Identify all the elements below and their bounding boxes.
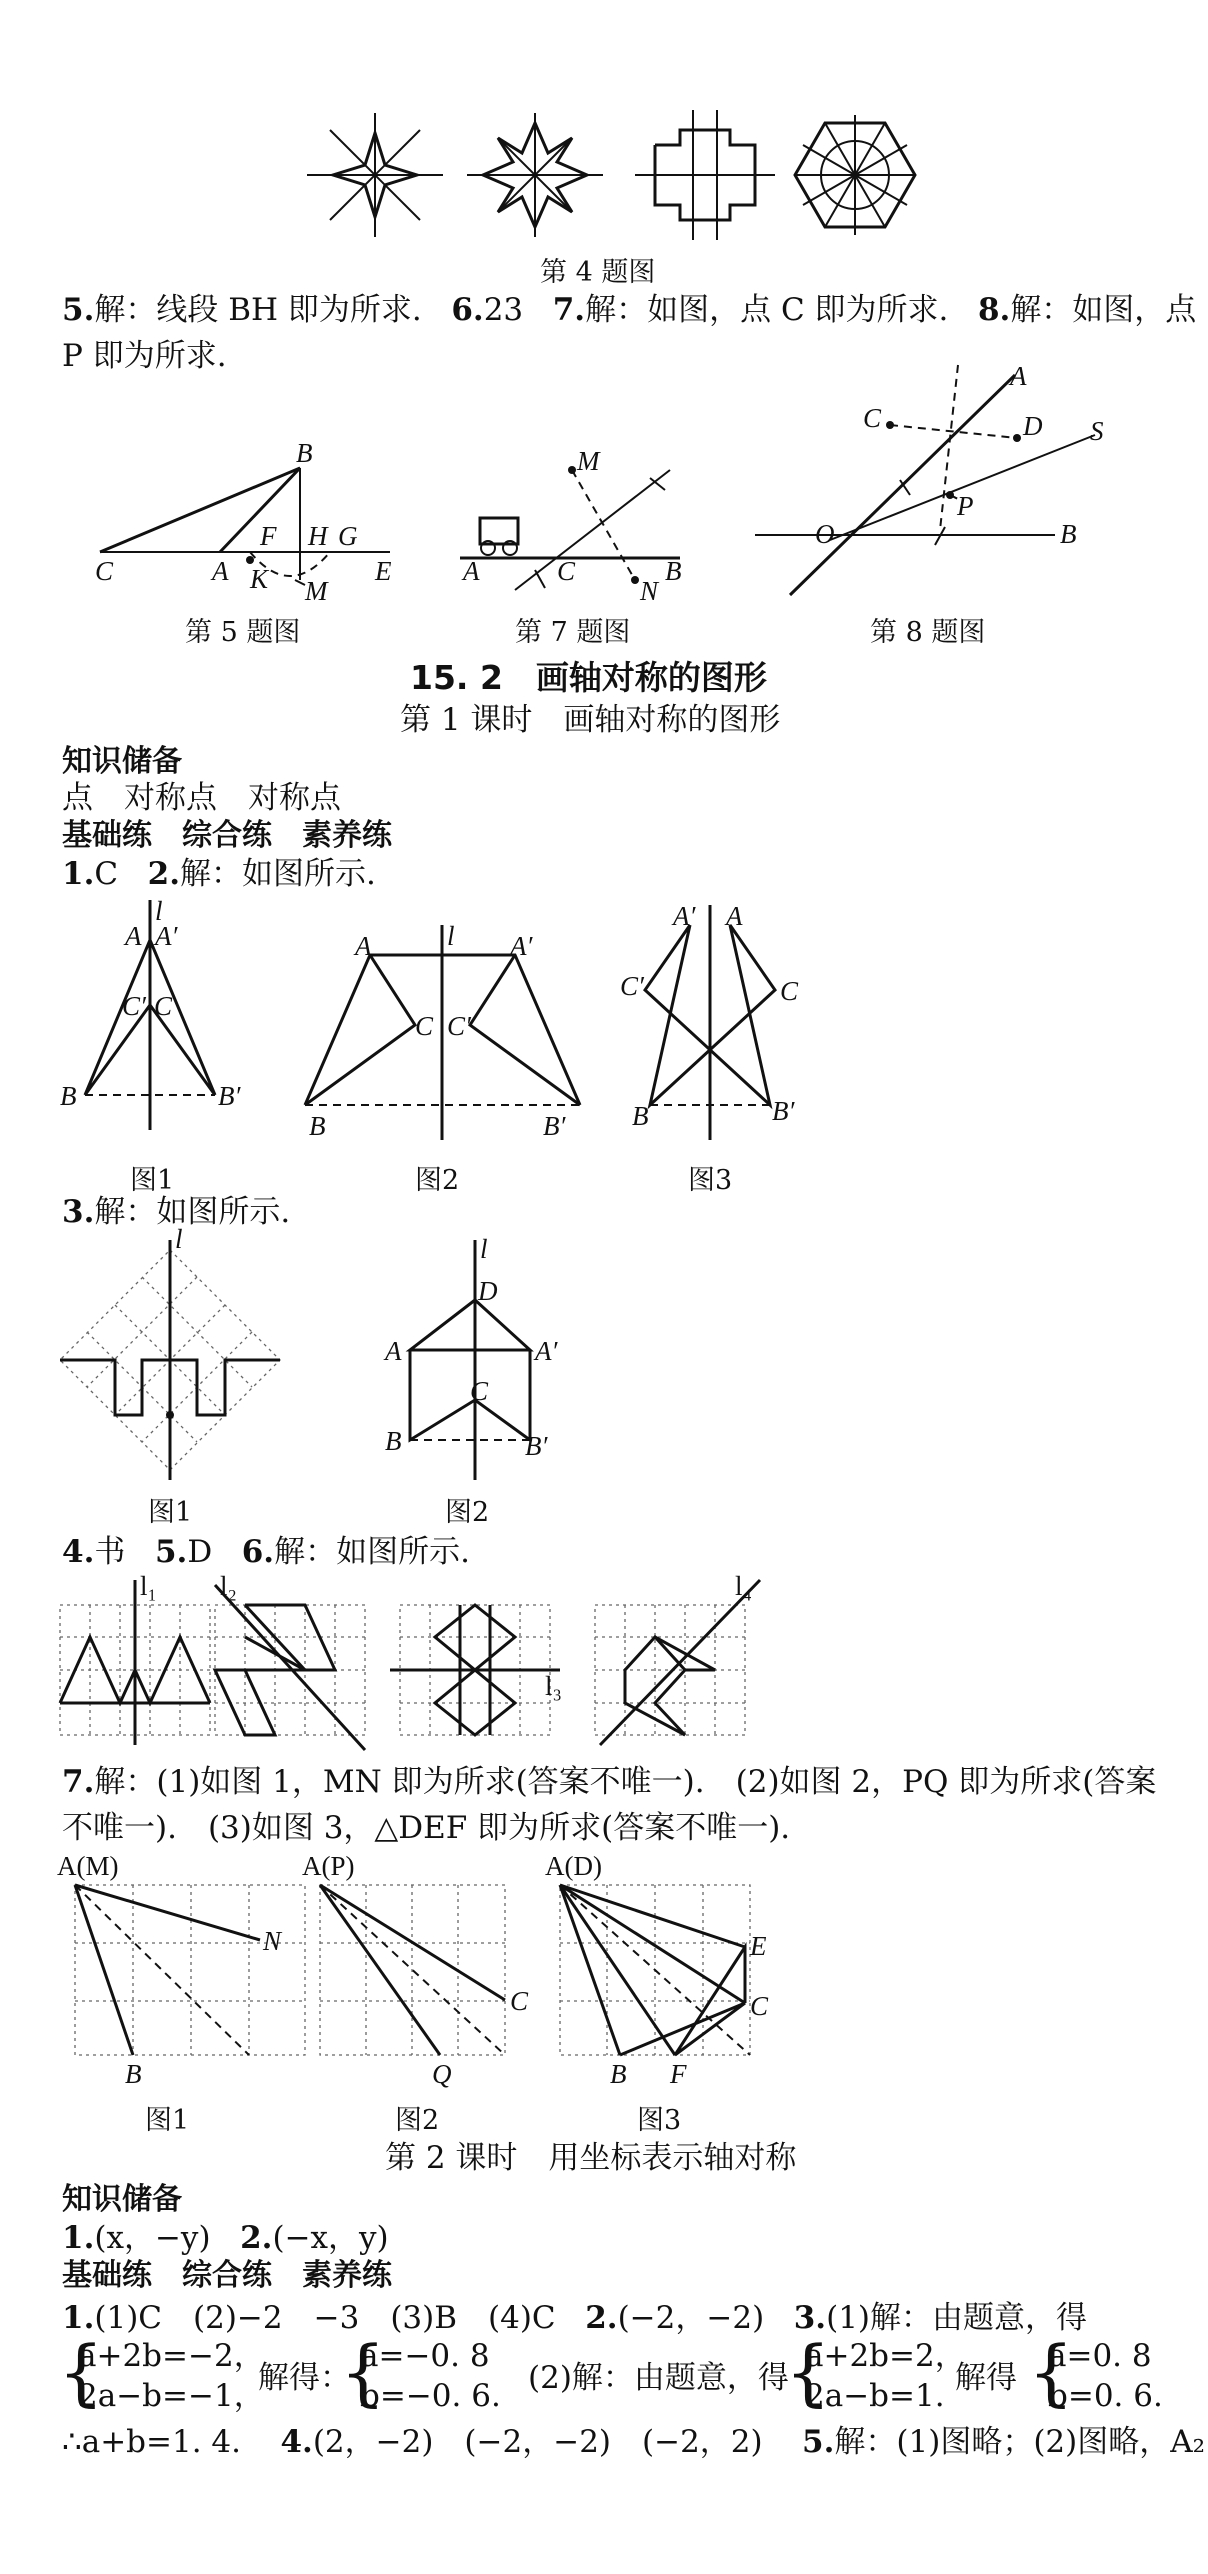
t7-caption-1: 图1 (145, 2105, 190, 2136)
label-q5-0: B (296, 438, 313, 468)
label-q8-3: S (1090, 416, 1104, 446)
solution-2-a: a=0. 8 (1048, 2338, 1152, 2374)
zhishi-heading: 知识储备 (62, 744, 182, 779)
label-t3f2-5: B (385, 1426, 402, 1456)
label-t3f2-1: D (478, 1276, 498, 1306)
p5-answer: D (187, 1534, 213, 1570)
l2q2-answer: (−2，−2) (617, 2300, 765, 2336)
label-q5-2: A (212, 556, 229, 586)
label-q8-4: O (815, 519, 835, 549)
q4-figures (300, 110, 920, 260)
answer-line-7b: 不唯一). (3)如图 3，△DEF 即为所求(答案不唯一). (62, 1810, 791, 1846)
t2-caption-3: 图3 (688, 1165, 733, 1196)
p3-num: 3. (62, 1194, 95, 1230)
p2-answer: 解：如图所示. (180, 856, 376, 892)
q7-caption: 第 7 题图 (515, 617, 631, 648)
p1-answer: C (94, 856, 119, 892)
label-t2f3-1: A (726, 901, 743, 931)
answer-line-7a (62, 1760, 1156, 1804)
z2-num: 2. (240, 2220, 273, 2256)
system-2 (805, 2336, 966, 2416)
p4-num: 4. (62, 1534, 95, 1570)
t7-caption-3: 图3 (637, 2105, 682, 2136)
q5-answer: 解：线段 BH 即为所求. (94, 292, 422, 328)
label-t2f1-0: l (155, 896, 163, 926)
label-t2f1-2: A′ (155, 921, 178, 951)
answer-line-5-8 (62, 288, 1196, 332)
q7-figure (455, 440, 695, 610)
label-t3f2-6: B′ (525, 1431, 548, 1461)
solution-1 (360, 2336, 501, 2416)
solution-1-a: a=−0. 8 (360, 2338, 490, 2374)
system-1-eq1: a+2b=−2， (78, 2338, 265, 2374)
label-t2f1-1: A (125, 921, 142, 951)
q5-figure (90, 440, 420, 610)
l2q4-num: 4. (280, 2424, 313, 2460)
label-q8-1: C (863, 403, 882, 433)
answer-line-l2-1 (62, 2296, 1087, 2340)
label-q7-0: M (577, 446, 600, 476)
label-q7-1: A (463, 556, 480, 586)
label-t3f2-0: l (480, 1234, 488, 1264)
zhishi-answer: 点 对称点 对称点 (62, 780, 341, 816)
z1-num: 1. (62, 2220, 95, 2256)
t7-caption-2: 图2 (395, 2105, 440, 2136)
label-t2f2-1: l (447, 921, 455, 951)
jiede-2: 解得 (955, 2360, 1017, 2396)
label-q8-2: D (1023, 411, 1043, 441)
p5-num: 5. (154, 1534, 188, 1570)
q2-figure-1 (60, 895, 270, 1165)
p6-answer: 解：如图所示. (274, 1534, 470, 1570)
l2q5-answer: 解：(1)图略；(2)图略，A₂ (834, 2424, 1206, 2460)
label-t3f2-4: C (470, 1376, 489, 1406)
answer-line-2: P 即为所求. (62, 338, 227, 374)
practice-heading: 基础练 综合练 素养练 (62, 818, 392, 853)
answer-line-1-2 (62, 852, 376, 896)
label-t7f3-2: C (750, 1991, 769, 2021)
label-t2f3-3: C (780, 976, 799, 1006)
part2-text: (2)解：由题意，得 (528, 2360, 789, 2396)
q5-num: 5. (62, 292, 95, 328)
p7-num: 7. (62, 1764, 95, 1800)
label-t6-3: l₄ (735, 1571, 752, 1601)
t3-caption-1: 图1 (148, 1497, 193, 1528)
p1-num: 1. (62, 856, 95, 892)
label-t7f2-1: C (510, 1986, 529, 2016)
label-t3f1-l: l (175, 1224, 183, 1254)
label-q7-3: B (665, 556, 682, 586)
system-1 (78, 2336, 265, 2416)
q2-figure-3 (620, 901, 820, 1160)
label-t7f3-0: A(D) (545, 1851, 602, 1881)
l2q5-num: 5. (802, 2424, 835, 2460)
q7-figure-1 (55, 1851, 315, 2090)
label-t6-0: l₁ (140, 1571, 157, 1601)
t2-caption-1: 图1 (130, 1165, 175, 1196)
t2-caption-2: 图2 (415, 1165, 460, 1196)
label-t7f1-1: N (263, 1926, 282, 1956)
label-t3f2-2: A (385, 1336, 402, 1366)
label-q5-1: C (95, 556, 114, 586)
label-q7-2: C (557, 556, 576, 586)
label-t3f2-3: A′ (535, 1336, 558, 1366)
label-t2f1-4: C (154, 991, 173, 1021)
p6-num: 6. (241, 1534, 275, 1570)
label-t2f3-0: A′ (673, 901, 696, 931)
solution-2-b: b=0. 6. (1048, 2378, 1163, 2414)
q3-figure-1 (55, 1224, 290, 1495)
label-q5-7: M (305, 576, 328, 606)
practice2-heading: 基础练 综合练 素养练 (62, 2258, 392, 2293)
label-t2f2-0: A (355, 931, 372, 961)
zhishi2-heading: 知识储备 (62, 2182, 182, 2217)
q7-figure-3 (545, 1851, 790, 2090)
lesson2-title: 第 2 课时 用坐标表示轴对称 (385, 2140, 797, 2176)
label-t7f1-2: B (125, 2059, 142, 2089)
label-t7f3-4: F (670, 2059, 687, 2089)
answer-line-4-6 (62, 1530, 470, 1574)
brace-2: { (340, 2330, 386, 2414)
l2q1-num: 1. (62, 2300, 95, 2336)
label-t2f1-3: C′ (122, 991, 146, 1021)
label-t7f2-0: A(P) (302, 1851, 355, 1881)
q6-grids (55, 1571, 765, 1750)
jiede-1: 解得： (258, 2360, 351, 2396)
system-1-eq2: 2a−b=−1， (78, 2378, 265, 2414)
z2-answer: (−x，y) (272, 2220, 389, 2256)
q7-num: 7. (552, 292, 586, 328)
label-t2f2-5: B (309, 1111, 326, 1141)
label-t7f3-1: E (750, 1931, 767, 1961)
label-q8-5: P (957, 491, 974, 521)
q8-answer: 解：如图，点 (1010, 292, 1197, 328)
label-t2f3-5: B′ (772, 1096, 795, 1126)
solution-1-b: b=−0. 6. (360, 2378, 501, 2414)
z1-answer: (x，−y) (94, 2220, 211, 2256)
brace-3: { (785, 2330, 831, 2414)
solution-2 (1048, 2336, 1163, 2416)
q7-answer: 解：如图，点 C 即为所求. (585, 292, 949, 328)
label-t2f2-2: A′ (510, 931, 533, 961)
label-t2f2-3: C (415, 1011, 434, 1041)
p2-num: 2. (147, 856, 181, 892)
q4-caption: 第 4 题图 (540, 257, 656, 288)
q7-figure-2 (300, 1851, 550, 2090)
label-t7f3-3: B (610, 2059, 627, 2089)
section-title: 15. 2 画轴对称的图形 (410, 658, 767, 697)
q5-caption: 第 5 题图 (185, 617, 301, 648)
label-q5-3: F (260, 521, 277, 551)
label-t2f3-4: B (632, 1101, 649, 1131)
label-q5-6: K (250, 564, 269, 594)
label-t7f1-0: A(M) (57, 1851, 119, 1881)
label-q8-6: B (1060, 519, 1077, 549)
p4-answer: 书 (94, 1534, 126, 1570)
q2-figure-2 (305, 921, 575, 1165)
label-q8-0: A (1010, 361, 1027, 391)
q3-figure-2 (380, 1234, 580, 1490)
brace-4: { (1028, 2330, 1074, 2414)
t3-caption-2: 图2 (445, 1497, 490, 1528)
label-t2f2-4: C′ (447, 1011, 471, 1041)
p7-answer: 解：(1)如图 1，MN 即为所求(答案不唯一). (2)如图 2，PQ 即为所求(答案 (94, 1764, 1157, 1800)
brace-1: { (58, 2330, 104, 2414)
label-q5-5: G (338, 521, 358, 551)
q8-caption: 第 8 题图 (870, 617, 986, 648)
answer-line-last (62, 2420, 1205, 2464)
system-2-eq2: 2a−b=1. (805, 2378, 945, 2414)
l2q3-num: 3. (793, 2300, 827, 2336)
label-q5-8: E (375, 556, 392, 586)
label-t2f1-5: B (60, 1081, 77, 1111)
label-q5-4: H (308, 521, 328, 551)
p3-answer: 解：如图所示. (94, 1194, 291, 1230)
label-t7f2-2: Q (432, 2059, 452, 2089)
label-q7-4: N (640, 576, 659, 606)
system-2-eq1: a+2b=2， (805, 2338, 966, 2374)
l2q3-answer: (1)解：由题意，得 (826, 2300, 1088, 2336)
l2q2-num: 2. (585, 2300, 618, 2336)
lesson1-title: 第 1 课时 画轴对称的图形 (400, 702, 781, 738)
q6-answer: 23 (483, 292, 524, 328)
label-t2f2-6: B′ (543, 1111, 566, 1141)
label-t6-2: l₃ (545, 1671, 562, 1701)
l2q1-answer: (1)C (2)−2 −3 (3)B (4)C (94, 2300, 556, 2336)
sum-result: ∴a+b=1. 4. (62, 2424, 242, 2460)
label-t2f1-6: B′ (218, 1081, 241, 1111)
label-t6-1: l₂ (220, 1571, 237, 1601)
l2q4-answer: (2，−2) (−2，−2) (−2，2) (312, 2424, 763, 2460)
q8-num: 8. (977, 292, 1011, 328)
q6-num: 6. (451, 292, 484, 328)
q8-figure (745, 355, 1115, 610)
label-t2f3-2: C′ (620, 971, 644, 1001)
